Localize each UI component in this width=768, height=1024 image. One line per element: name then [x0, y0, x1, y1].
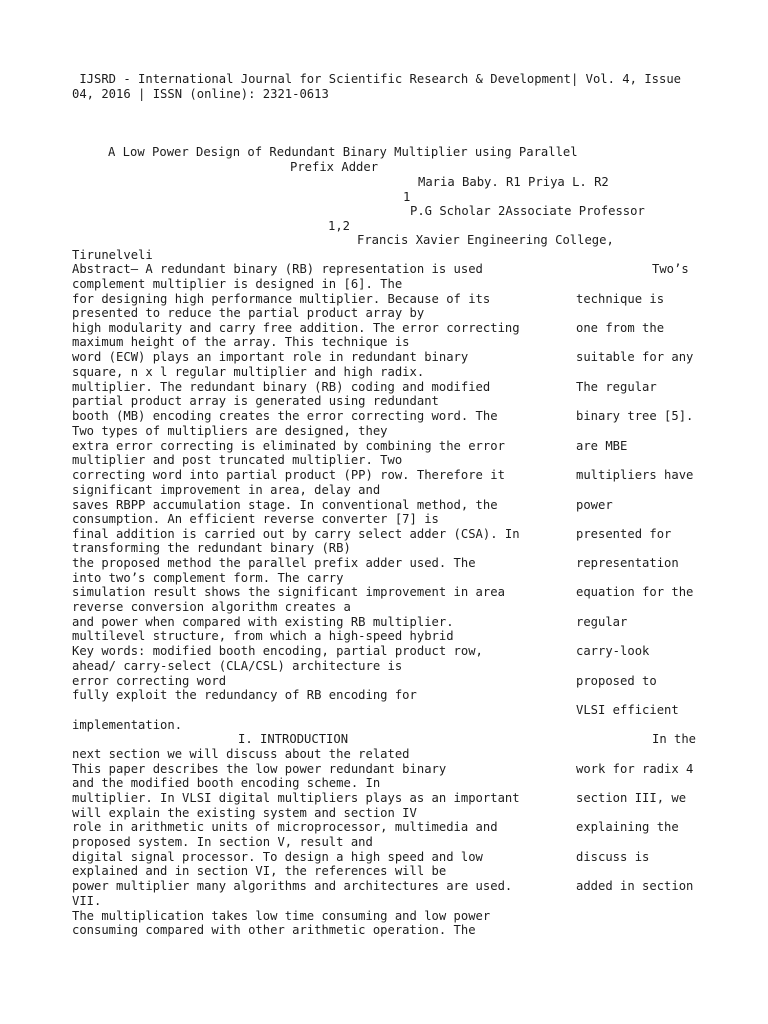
- body-line: Two types of multipliers are designed, they: [72, 424, 388, 438]
- body-line: VII.: [72, 894, 102, 908]
- journal-header-line-2: 04, 2016 | ISSN (online): 2321-0613: [72, 87, 329, 101]
- body-line: and power when compared with existing RB multiplier.: [72, 615, 454, 629]
- institution-city: Tirunelveli: [72, 248, 153, 262]
- right-column-line: binary tree [5].: [576, 409, 694, 423]
- right-column-line: The regular: [576, 380, 657, 394]
- body-line: Key words: modified booth encoding, partial product row,: [72, 644, 483, 658]
- right-column-line: added in section: [576, 879, 694, 893]
- right-column-line: equation for the: [576, 585, 694, 599]
- right-column-line: section III, we: [576, 791, 687, 805]
- right-column-line: proposed to: [576, 674, 657, 688]
- section-heading-introduction: I. INTRODUCTION: [238, 732, 349, 746]
- journal-header-line-1: IJSRD - International Journal for Scientific Research & Development| Vol. 4, Issue: [72, 72, 682, 86]
- body-line: presented to reduce the partial product array by: [72, 306, 425, 320]
- right-column-line: explaining the: [576, 820, 679, 834]
- body-line: The multiplication takes low time consuming and low power: [72, 909, 491, 923]
- right-column-line: VLSI efficient: [576, 703, 679, 717]
- body-line: maximum height of the array. This technique is: [72, 335, 410, 349]
- body-line: digital signal processor. To design a high speed and low: [72, 850, 483, 864]
- body-line: will explain the existing system and section IV: [72, 806, 417, 820]
- body-line: consuming compared with other arithmetic operation. The: [72, 923, 476, 937]
- body-line: final addition is carried out by carry select adder (CSA). In: [72, 527, 520, 541]
- body-line: partial product array is generated using redundant: [72, 394, 439, 408]
- body-line: Abstract— A redundant binary (RB) representation is used: [72, 262, 483, 276]
- right-column-line: technique is: [576, 292, 665, 306]
- body-line: This paper describes the low power redundant binary: [72, 762, 447, 776]
- body-line: consumption. An efficient reverse converter [7] is: [72, 512, 439, 526]
- body-line: square, n x l regular multiplier and high radix.: [72, 365, 425, 379]
- body-line: explained and in section VI, the references will be: [72, 864, 447, 878]
- body-line: for designing high performance multiplier. Because of its: [72, 292, 491, 306]
- body-line: significant improvement in area, delay and: [72, 483, 381, 497]
- body-line: multiplier. In VLSI digital multipliers plays as an important: [72, 791, 520, 805]
- body-line: saves RBPP accumulation stage. In conventional method, the: [72, 498, 498, 512]
- body-line: fully exploit the redundancy of RB encoding for: [72, 688, 417, 702]
- body-line: reverse conversion algorithm creates a: [72, 600, 351, 614]
- paper-title-line-2: Prefix Adder: [290, 160, 379, 174]
- body-line: proposed system. In section V, result and: [72, 835, 373, 849]
- body-line: multiplier and post truncated multiplier. Two: [72, 453, 403, 467]
- right-column-line: In the: [652, 732, 697, 746]
- paper-title-line-1: A Low Power Design of Redundant Binary Multiplier using Parallel: [108, 145, 578, 159]
- right-column-line: are MBE: [576, 439, 628, 453]
- institution: Francis Xavier Engineering College,: [357, 233, 614, 247]
- author-roles: P.G Scholar 2Associate Professor: [410, 204, 645, 218]
- body-line: the proposed method the parallel prefix adder used. The: [72, 556, 476, 570]
- author-names: Maria Baby. R1 Priya L. R2: [418, 175, 609, 189]
- right-column-line: carry-look: [576, 644, 650, 658]
- right-column-line: suitable for any: [576, 350, 694, 364]
- right-column-line: multipliers have: [576, 468, 694, 482]
- right-column-line: discuss is: [576, 850, 650, 864]
- body-line: implementation.: [72, 718, 183, 732]
- right-column-line: representation: [576, 556, 679, 570]
- body-line: ahead/ carry-select (CLA/CSL) architecture is: [72, 659, 403, 673]
- body-line: extra error correcting is eliminated by combining the error: [72, 439, 505, 453]
- body-line: into two’s complement form. The carry: [72, 571, 344, 585]
- right-column-line: one from the: [576, 321, 665, 335]
- right-column-line: Two’s: [652, 262, 689, 276]
- body-line: next section we will discuss about the related: [72, 747, 410, 761]
- right-column-line: power: [576, 498, 613, 512]
- right-column-line: work for radix 4: [576, 762, 694, 776]
- author-superscript-1: 1: [403, 190, 411, 204]
- body-line: transforming the redundant binary (RB): [72, 541, 351, 555]
- body-line: complement multiplier is designed in [6]. The: [72, 277, 403, 291]
- right-column-line: regular: [576, 615, 628, 629]
- body-line: multiplier. The redundant binary (RB) coding and modified: [72, 380, 491, 394]
- body-line: power multiplier many algorithms and architectures are used.: [72, 879, 513, 893]
- body-line: multilevel structure, from which a high-speed hybrid: [72, 629, 454, 643]
- body-line: and the modified booth encoding scheme. In: [72, 776, 381, 790]
- body-line: error correcting word: [72, 674, 227, 688]
- right-column-line: presented for: [576, 527, 672, 541]
- body-line: word (ECW) plays an important role in redundant binary: [72, 350, 469, 364]
- author-superscript-2: 1,2: [328, 219, 351, 233]
- body-line: simulation result shows the significant improvement in area: [72, 585, 505, 599]
- body-line: role in arithmetic units of microprocessor, multimedia and: [72, 820, 498, 834]
- body-line: correcting word into partial product (PP) row. Therefore it: [72, 468, 505, 482]
- body-line: booth (MB) encoding creates the error correcting word. The: [72, 409, 498, 423]
- body-line: high modularity and carry free addition. The error correcting: [72, 321, 520, 335]
